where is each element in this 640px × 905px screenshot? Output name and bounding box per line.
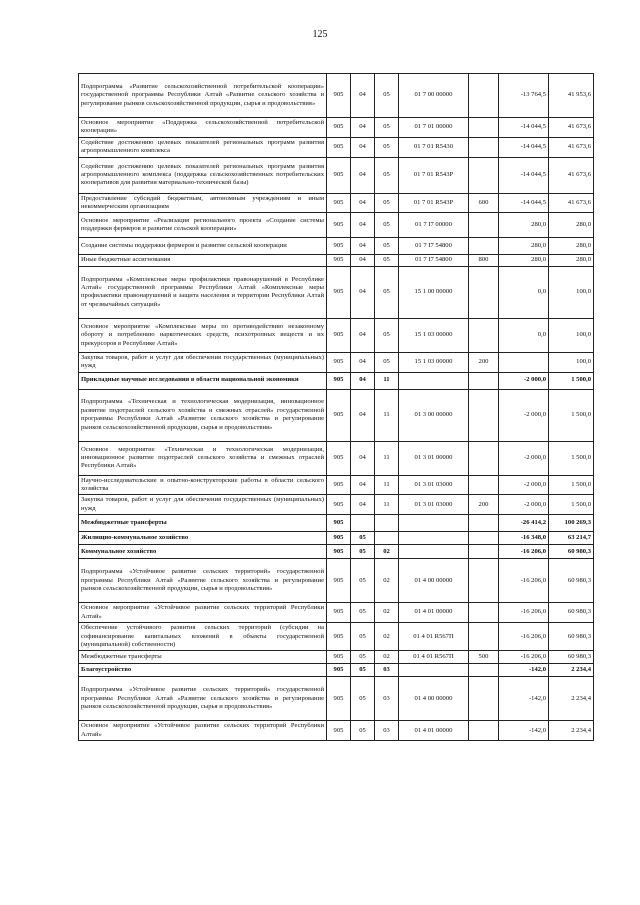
- table-cell-subsection: 05: [375, 118, 399, 138]
- table-cell-subsection: 02: [375, 545, 399, 559]
- table-cell-target-article: 15 1 03 00000: [399, 352, 469, 372]
- table-cell-admin: 905: [327, 515, 351, 532]
- table-cell-change-amount: -14 044,5: [499, 118, 549, 138]
- table-row: [79, 238, 594, 255]
- table-cell-total-amount: 280,0: [549, 213, 594, 238]
- table-cell-name: Содействие достижению целевых показателей региональных программ развития агропромышленного комплекса: [79, 137, 327, 157]
- table-cell-change-amount: -16 206,0: [499, 545, 549, 559]
- table-cell-total-amount: 1 500,0: [549, 475, 594, 495]
- table-cell-expense-type: [469, 532, 499, 545]
- table-cell-expense-type: [469, 603, 499, 623]
- table-cell-subsection: 11: [375, 372, 399, 389]
- table-cell-admin: 905: [327, 545, 351, 559]
- table-cell-target-article: [399, 532, 469, 545]
- table-cell-target-article: 01 3 01 00000: [399, 441, 469, 475]
- table-cell-change-amount: -2 000,0: [499, 475, 549, 495]
- table-cell-total-amount: 60 980,3: [549, 559, 594, 603]
- table-cell-total-amount: 1 500,0: [549, 389, 594, 441]
- table-cell-section: 04: [351, 118, 375, 138]
- table-cell-admin: 905: [327, 352, 351, 372]
- table-cell-subsection: 05: [375, 318, 399, 352]
- table-cell-target-article: [399, 545, 469, 559]
- table-cell-name: Коммунальное хозяйство: [79, 545, 327, 559]
- table-cell-name: Жилищно-коммунальное хозяйство: [79, 532, 327, 545]
- table-cell-total-amount: 100,0: [549, 318, 594, 352]
- table-cell-admin: 905: [327, 651, 351, 664]
- table-cell-expense-type: 500: [469, 651, 499, 664]
- table-cell-target-article: 01 3 00 00000: [399, 389, 469, 441]
- table-cell-expense-type: [469, 266, 499, 318]
- table-cell-name: Прикладные научные исследования в области национальной экономики: [79, 372, 327, 389]
- table-cell-name: Благоустройство: [79, 664, 327, 677]
- table-cell-total-amount: 60 980,3: [549, 623, 594, 651]
- table-cell-expense-type: [469, 372, 499, 389]
- table-cell-change-amount: -142,0: [499, 677, 549, 721]
- table-cell-target-article: 01 7 00 00000: [399, 74, 469, 118]
- table-cell-name: Подпрограмма «Развитие сельскохозяйственной потребительской кооперации» государственной программы Республики Алтай «Развитие сельского хозяйства и регулирование рынков сельскохозяйственной продукции, сырья и продовольствия»: [79, 74, 327, 118]
- table-cell-section: 05: [351, 651, 375, 664]
- table-row: [79, 213, 594, 238]
- table-cell-section: [351, 515, 375, 532]
- table-row: [79, 677, 594, 721]
- table-cell-target-article: 01 7 01 R5430: [399, 137, 469, 157]
- table-cell-admin: 905: [327, 475, 351, 495]
- table-cell-admin: 905: [327, 532, 351, 545]
- table-cell-target-article: 01 7 I7 00000: [399, 213, 469, 238]
- table-cell-section: 04: [351, 137, 375, 157]
- table-cell-change-amount: -16 206,0: [499, 623, 549, 651]
- table-cell-admin: 905: [327, 266, 351, 318]
- table-cell-change-amount: -2 000,0: [499, 372, 549, 389]
- table-cell-expense-type: [469, 74, 499, 118]
- table-cell-admin: 905: [327, 157, 351, 193]
- table-cell-change-amount: -16 206,0: [499, 559, 549, 603]
- table-cell-change-amount: -26 414,2: [499, 515, 549, 532]
- table-cell-total-amount: 60 980,3: [549, 651, 594, 664]
- page-number: 125: [312, 29, 328, 40]
- table-cell-subsection: 05: [375, 137, 399, 157]
- table-cell-total-amount: 63 214,7: [549, 532, 594, 545]
- table-cell-change-amount: 0,0: [499, 318, 549, 352]
- table-row: [79, 441, 594, 475]
- table-cell-name: Иные бюджетные ассигнования: [79, 255, 327, 266]
- table-cell-target-article: 01 4 00 00000: [399, 559, 469, 603]
- table-cell-total-amount: 41 673,6: [549, 118, 594, 138]
- table-cell-name: Подпрограмма «Устойчивое развитие сельских территорий» государственной программы Республики Алтай «Развитие сельского хозяйства и регулирование рынков сельскохозяйственной продукции, сырья и продовольствия»: [79, 677, 327, 721]
- table-cell-change-amount: -16 206,0: [499, 651, 549, 664]
- table-cell-expense-type: 800: [469, 255, 499, 266]
- table-row: [79, 532, 594, 545]
- table-cell-section: 05: [351, 532, 375, 545]
- table-cell-subsection: 02: [375, 603, 399, 623]
- table-cell-admin: 905: [327, 495, 351, 515]
- table-cell-admin: 905: [327, 74, 351, 118]
- table-cell-change-amount: [499, 352, 549, 372]
- table-cell-total-amount: 100 269,3: [549, 515, 594, 532]
- table-cell-section: 04: [351, 266, 375, 318]
- table-cell-target-article: 01 7 01 R543Р: [399, 193, 469, 213]
- table-row: [79, 157, 594, 193]
- table-cell-admin: 905: [327, 389, 351, 441]
- table-cell-expense-type: [469, 441, 499, 475]
- table-cell-total-amount: 100,0: [549, 266, 594, 318]
- table-row: [79, 721, 594, 741]
- table-row: [79, 651, 594, 664]
- table-cell-expense-type: [469, 545, 499, 559]
- table-cell-total-amount: 41 953,6: [549, 74, 594, 118]
- table-cell-expense-type: [469, 664, 499, 677]
- budget-table-body: [79, 74, 594, 741]
- table-cell-section: 04: [351, 255, 375, 266]
- table-cell-change-amount: -142,0: [499, 721, 549, 741]
- table-row: [79, 118, 594, 138]
- table-cell-admin: 905: [327, 372, 351, 389]
- table-cell-name: Содействие достижению целевых показателей региональных программ развития агропромышленного комплекса (поддержка сельскохозяйственных потребительских кооперативов для развития материально-технической базы): [79, 157, 327, 193]
- table-cell-name: Закупка товаров, работ и услуг для обеспечения государственных (муниципальных) нужд: [79, 495, 327, 515]
- table-row: [79, 559, 594, 603]
- table-cell-expense-type: [469, 389, 499, 441]
- table-cell-name: Подпрограмма «Техническая и технологическая модернизация, инновационное развитие подотраслей сельского хозяйства и смежных отраслей» государственной программы Республики Алтай «Развитие сельского хозяйства и регулирование рынков сельскохозяйственной продукции, сырья и продовольствия»: [79, 389, 327, 441]
- table-cell-admin: 905: [327, 721, 351, 741]
- table-cell-subsection: 03: [375, 664, 399, 677]
- table-row: [79, 74, 594, 118]
- table-cell-subsection: 05: [375, 193, 399, 213]
- table-cell-admin: 905: [327, 137, 351, 157]
- table-cell-subsection: 11: [375, 475, 399, 495]
- table-cell-section: 04: [351, 372, 375, 389]
- table-cell-total-amount: 2 234,4: [549, 677, 594, 721]
- table-cell-total-amount: 41 673,6: [549, 193, 594, 213]
- table-cell-expense-type: [469, 721, 499, 741]
- table-cell-total-amount: 1 500,0: [549, 372, 594, 389]
- table-cell-admin: 905: [327, 441, 351, 475]
- table-cell-subsection: 05: [375, 74, 399, 118]
- table-cell-admin: 905: [327, 118, 351, 138]
- table-cell-section: 05: [351, 677, 375, 721]
- table-cell-subsection: 05: [375, 213, 399, 238]
- table-cell-total-amount: 1 500,0: [549, 495, 594, 515]
- table-cell-target-article: 01 7 01 R543Р: [399, 157, 469, 193]
- table-row: [79, 372, 594, 389]
- table-cell-expense-type: 600: [469, 193, 499, 213]
- table-cell-expense-type: [469, 157, 499, 193]
- table-cell-change-amount: -2 000,0: [499, 495, 549, 515]
- table-row: [79, 603, 594, 623]
- table-cell-subsection: 05: [375, 157, 399, 193]
- table-cell-admin: 905: [327, 238, 351, 255]
- table-cell-subsection: 11: [375, 389, 399, 441]
- table-cell-total-amount: 100,0: [549, 352, 594, 372]
- table-cell-section: 05: [351, 603, 375, 623]
- table-cell-change-amount: 0,0: [499, 266, 549, 318]
- table-cell-change-amount: -14 044,5: [499, 137, 549, 157]
- table-cell-target-article: [399, 664, 469, 677]
- table-cell-expense-type: [469, 213, 499, 238]
- table-cell-subsection: 05: [375, 255, 399, 266]
- table-cell-admin: 905: [327, 255, 351, 266]
- table-cell-expense-type: [469, 318, 499, 352]
- table-cell-target-article: [399, 515, 469, 532]
- table-row: [79, 318, 594, 352]
- table-cell-subsection: 03: [375, 721, 399, 741]
- table-cell-target-article: 01 4 01 R567П: [399, 623, 469, 651]
- table-row: [79, 389, 594, 441]
- table-cell-name: Закупка товаров, работ и услуг для обеспечения государственных (муниципальных) нужд: [79, 352, 327, 372]
- table-cell-admin: 905: [327, 318, 351, 352]
- table-cell-subsection: 11: [375, 495, 399, 515]
- table-cell-expense-type: 200: [469, 495, 499, 515]
- table-cell-change-amount: -16 348,0: [499, 532, 549, 545]
- table-cell-subsection: 11: [375, 441, 399, 475]
- table-cell-target-article: 01 3 01 03000: [399, 475, 469, 495]
- table-cell-target-article: 01 4 01 00000: [399, 603, 469, 623]
- table-cell-total-amount: 60 980,3: [549, 545, 594, 559]
- table-cell-admin: 905: [327, 664, 351, 677]
- table-cell-name: Основное мероприятие «Техническая и технологическая модернизация, инновационное развитие подотраслей сельского хозяйства и смежных отраслей Республики Алтай»: [79, 441, 327, 475]
- table-row: [79, 545, 594, 559]
- table-cell-target-article: [399, 372, 469, 389]
- table-cell-name: Предоставление субсидий бюджетным, автономным учреждениям и иным некоммерческим организациям: [79, 193, 327, 213]
- table-cell-section: 05: [351, 664, 375, 677]
- table-cell-name: Основное мероприятие «Поддержка сельскохозяйственной потребительской кооперации»: [79, 118, 327, 138]
- table-cell-subsection: 05: [375, 266, 399, 318]
- table-cell-name: Основное мероприятие «Комплексные меры по противодействию незаконному обороту и потреблению наркотических средств, психотропных веществ и их прекурсоров в Республике Алтай»: [79, 318, 327, 352]
- table-cell-total-amount: 2 234,4: [549, 721, 594, 741]
- table-cell-change-amount: -2 000,0: [499, 389, 549, 441]
- table-cell-expense-type: [469, 118, 499, 138]
- table-cell-section: 05: [351, 721, 375, 741]
- table-cell-section: 04: [351, 74, 375, 118]
- table-row: [79, 193, 594, 213]
- table-cell-expense-type: [469, 238, 499, 255]
- table-cell-expense-type: [469, 677, 499, 721]
- table-cell-section: 04: [351, 495, 375, 515]
- table-cell-total-amount: 2 234,4: [549, 664, 594, 677]
- table-cell-change-amount: -13 764,5: [499, 74, 549, 118]
- table-cell-subsection: 02: [375, 559, 399, 603]
- table-cell-total-amount: 41 673,6: [549, 137, 594, 157]
- table-cell-target-article: 15 1 00 00000: [399, 266, 469, 318]
- table-cell-change-amount: 280,0: [499, 255, 549, 266]
- table-cell-change-amount: 280,0: [499, 213, 549, 238]
- table-row: [79, 623, 594, 651]
- table-cell-section: 05: [351, 623, 375, 651]
- table-cell-section: 04: [351, 213, 375, 238]
- table-row: [79, 664, 594, 677]
- table-cell-admin: 905: [327, 213, 351, 238]
- table-cell-subsection: [375, 515, 399, 532]
- table-row: [79, 352, 594, 372]
- table-cell-expense-type: [469, 623, 499, 651]
- table-cell-target-article: 01 4 01 00000: [399, 721, 469, 741]
- table-row: [79, 515, 594, 532]
- table-cell-change-amount: 280,0: [499, 238, 549, 255]
- table-row: [79, 495, 594, 515]
- table-cell-section: 04: [351, 441, 375, 475]
- table-cell-name: Создание системы поддержки фермеров и развитие сельской кооперации: [79, 238, 327, 255]
- table-cell-target-article: 01 7 I7 54800: [399, 255, 469, 266]
- table-cell-target-article: 01 7 I7 54800: [399, 238, 469, 255]
- table-cell-total-amount: 60 980,3: [549, 603, 594, 623]
- table-cell-target-article: 01 4 01 R567П: [399, 651, 469, 664]
- table-cell-name: Основное мероприятие «Устойчивое развитие сельских территорий Республики Алтай»: [79, 603, 327, 623]
- table-cell-subsection: 02: [375, 651, 399, 664]
- table-cell-admin: 905: [327, 623, 351, 651]
- table-cell-expense-type: [469, 137, 499, 157]
- table-cell-subsection: 05: [375, 352, 399, 372]
- table-cell-section: 04: [351, 238, 375, 255]
- table-cell-section: 04: [351, 389, 375, 441]
- table-cell-name: Подпрограмма «Устойчивое развитие сельских территорий» государственной программы Республики Алтай «Развитие сельского хозяйства и регулирование рынков сельскохозяйственной продукции, сырья и продовольствия»: [79, 559, 327, 603]
- table-cell-target-article: 01 4 00 00000: [399, 677, 469, 721]
- table-cell-section: 04: [351, 157, 375, 193]
- table-cell-change-amount: -16 206,0: [499, 603, 549, 623]
- table-row: [79, 137, 594, 157]
- table-cell-admin: 905: [327, 193, 351, 213]
- table-cell-section: 05: [351, 545, 375, 559]
- table-cell-name: Научно-исследовательские и опытно-конструкторские работы в области сельского хозяйства: [79, 475, 327, 495]
- table-cell-section: 04: [351, 475, 375, 495]
- table-cell-total-amount: 280,0: [549, 255, 594, 266]
- table-cell-expense-type: [469, 515, 499, 532]
- table-cell-name: Обеспечение устойчивого развития сельских территорий (субсидии на софинансирование капитальных вложений в объекты государственной (муниципальной) собственности): [79, 623, 327, 651]
- table-cell-name: Основное мероприятие «Реализация регионального проекта «Создание системы поддержки фермеров и развитие сельской кооперации»: [79, 213, 327, 238]
- table-cell-section: 04: [351, 352, 375, 372]
- table-cell-name: Подпрограмма «Комплексные меры профилактики правонарушений в Республике Алтай» государственной программы Республики Алтай «Комплексные меры профилактики правонарушений и защита населения и территории Республики Алтай от чрезвычайных ситуаций»: [79, 266, 327, 318]
- table-cell-subsection: 02: [375, 623, 399, 651]
- table-cell-admin: 905: [327, 603, 351, 623]
- table-cell-subsection: [375, 532, 399, 545]
- table-row: [79, 255, 594, 266]
- table-cell-total-amount: 41 673,6: [549, 157, 594, 193]
- table-cell-name: Межбюджетные трансферты: [79, 515, 327, 532]
- table-cell-section: 05: [351, 559, 375, 603]
- table-cell-expense-type: [469, 475, 499, 495]
- table-cell-change-amount: -14 044,5: [499, 193, 549, 213]
- table-cell-total-amount: 280,0: [549, 238, 594, 255]
- table-cell-target-article: 15 1 03 00000: [399, 318, 469, 352]
- table-cell-total-amount: 1 500,0: [549, 441, 594, 475]
- table-cell-change-amount: -142,0: [499, 664, 549, 677]
- table-cell-change-amount: -2 000,0: [499, 441, 549, 475]
- table-cell-expense-type: 200: [469, 352, 499, 372]
- table-cell-admin: 905: [327, 677, 351, 721]
- table-cell-change-amount: -14 044,5: [499, 157, 549, 193]
- table-cell-expense-type: [469, 559, 499, 603]
- table-cell-name: Основное мероприятие «Устойчивое развитие сельских территорий Республики Алтай»: [79, 721, 327, 741]
- table-cell-target-article: 01 3 01 03000: [399, 495, 469, 515]
- table-cell-subsection: 03: [375, 677, 399, 721]
- table-cell-target-article: 01 7 01 00000: [399, 118, 469, 138]
- table-row: [79, 475, 594, 495]
- budget-table: [78, 73, 594, 741]
- table-cell-admin: 905: [327, 559, 351, 603]
- table-cell-subsection: 05: [375, 238, 399, 255]
- table-cell-name: Межбюджетные трансферты: [79, 651, 327, 664]
- table-cell-section: 04: [351, 193, 375, 213]
- table-row: [79, 266, 594, 318]
- table-cell-section: 04: [351, 318, 375, 352]
